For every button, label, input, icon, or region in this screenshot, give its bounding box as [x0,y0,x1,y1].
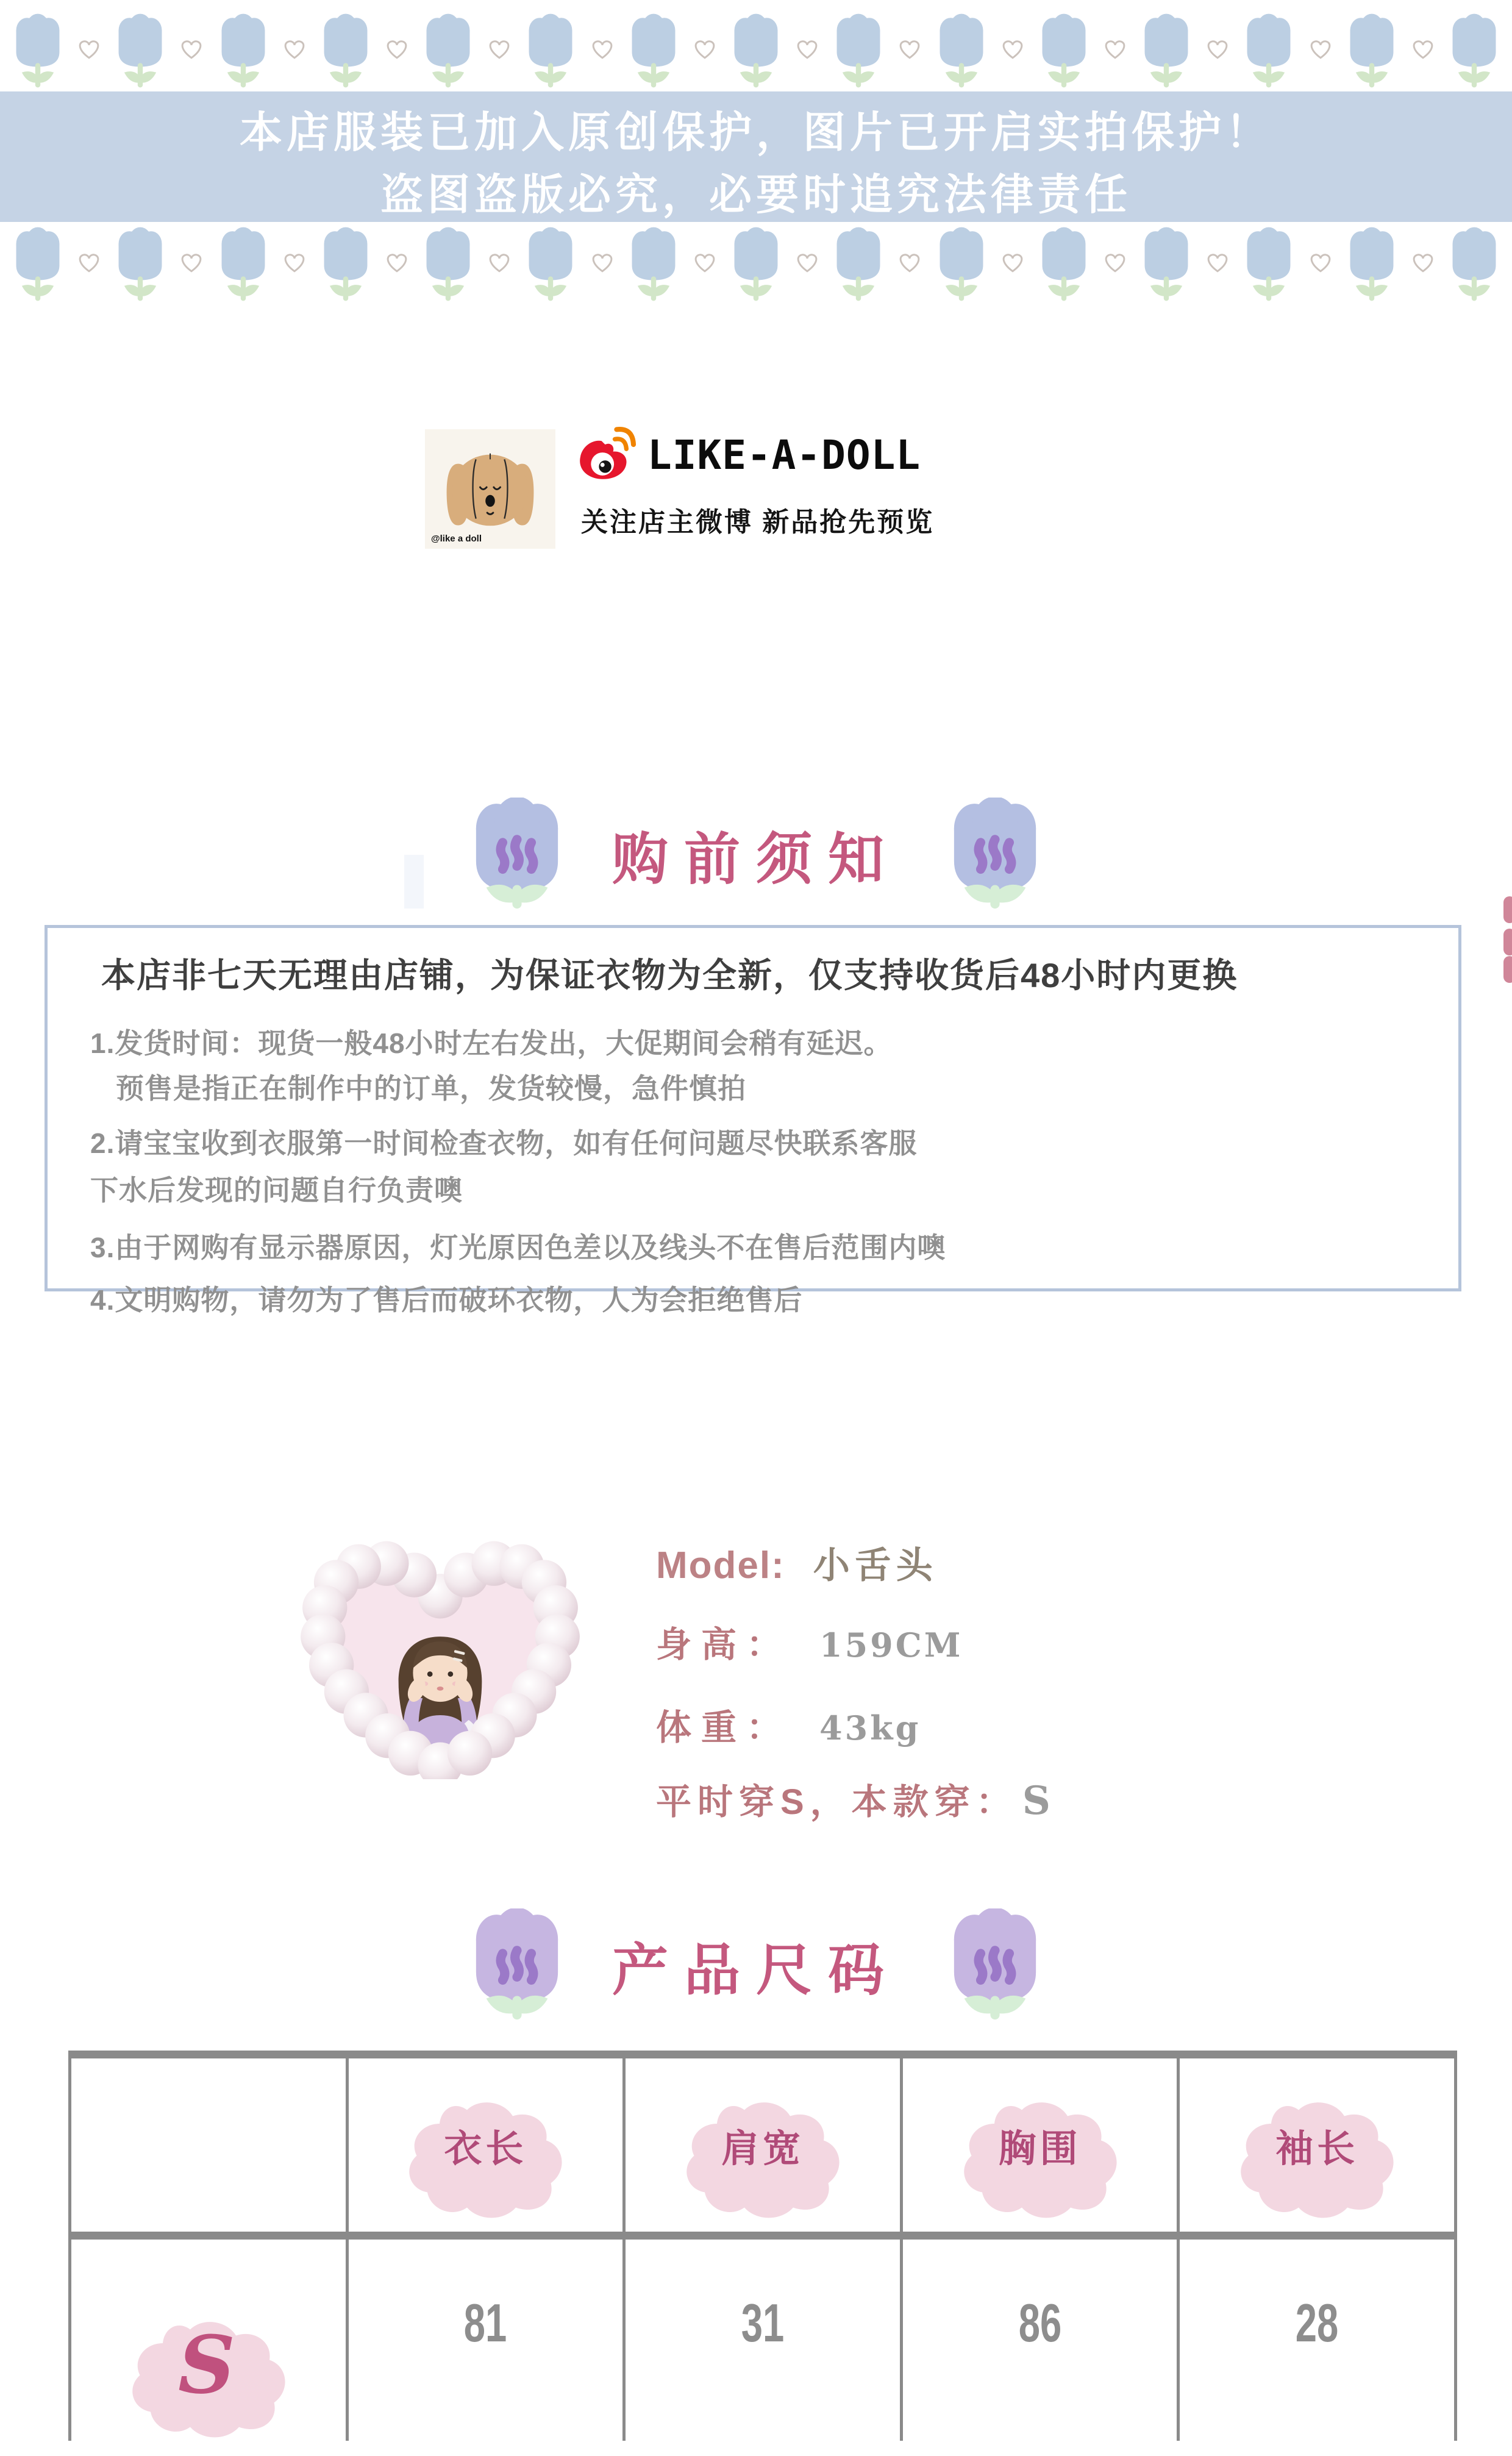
tulip-icon [419,11,477,96]
edge-decoration [1503,956,1512,983]
tulip-icon [316,224,375,310]
value-cell [903,2240,1180,2441]
value-cell [1180,2240,1454,2441]
heart-icon [383,250,411,276]
tulip-icon [624,224,683,310]
brand-name: LIKE-A-DOLL [647,432,921,479]
header-cell [1180,2058,1454,2232]
value-cell [349,2240,626,2441]
model-height-line [656,1616,1388,1667]
edge-decoration [1503,929,1512,955]
model-size-line [656,1773,1388,1824]
table-header-row [68,2058,1457,2232]
value: 86 [1018,2293,1061,2353]
tulip-icon [727,11,785,96]
tulip-icon [1137,11,1196,96]
heart-icon [1307,37,1335,62]
column-label: 肩宽 [721,2127,804,2170]
tulip-icon [316,11,375,96]
tulip-heart-border-top [0,11,1512,102]
tulip-icon [932,224,991,310]
tulip-icon [727,224,785,310]
tulip-icon [419,224,477,310]
dog-logo [425,429,555,549]
purchase-notice-box [45,925,1461,1316]
tulip-icon [1239,224,1298,310]
tulip-icon [944,1908,1046,2023]
tulip-icon [214,224,273,310]
notice-section-header [0,798,1512,912]
heart-icon [280,250,308,276]
column-label: 衣长 [444,2127,527,2170]
tulip-icon [1343,224,1401,310]
heart-icon [999,37,1027,62]
heart-icon [588,250,616,276]
model-label: Model: [656,1544,785,1587]
heart-icon [280,37,308,62]
heart-icon [793,250,821,276]
tulip-heart-border-bottom [0,224,1512,316]
heart-icon [999,250,1027,276]
notice-item: 3.由于网购有显示器原因，灯光原因色差以及线头不在售后范围内噢 [90,1232,946,1263]
header-cell [903,2058,1180,2232]
heart-icon [1204,37,1232,62]
value: 28 [1295,2293,1339,2353]
model-weight-line [656,1699,1388,1750]
size-note-value: S [1022,1778,1050,1824]
heart-icon [485,37,513,62]
tulip-icon [466,798,568,912]
table-data-row [68,2240,1457,2441]
header-cell [626,2058,903,2232]
tulip-icon [944,798,1046,912]
weight-label: 体重： [656,1708,792,1747]
heart-icon [691,37,719,62]
table-top-border [68,2051,1457,2058]
size-section-header [0,1908,1512,2023]
tulip-icon [1035,11,1093,96]
heart-icon [1409,37,1437,62]
dog-logo-caption: @like a doll [431,534,482,544]
heart-icon [75,37,103,62]
model-name-line [656,1537,1388,1589]
heart-icon [177,250,205,276]
tulip-icon [9,11,67,96]
notice-item: 2.请宝宝收到衣服第一时间检查衣物，如有任何问题尽快联系客服 [90,1127,918,1159]
weight-value: 43kg [819,1708,921,1747]
tulip-icon [932,11,991,96]
size-note-label: 平时穿S，本款穿： [656,1782,1018,1822]
heart-icon [691,250,719,276]
heart-icon [1307,250,1335,276]
dog-illustration-icon [425,429,555,549]
value: 31 [741,2293,785,2353]
notice-item: 下水后发现的问题自行负责噢 [90,1174,463,1206]
value: 81 [464,2293,507,2353]
heart-icon [75,250,103,276]
column-label: 胸围 [998,2127,1082,2170]
heart-icon [1204,250,1232,276]
table-row-separator [68,2232,1457,2240]
notice-heading: 本店非七天无理由店铺，为保证衣物为全新，仅支持收货后48小时内更换 [101,956,1238,994]
tulip-icon [521,11,580,96]
notice-item: 1.发货时间：现货一般48小时左右发出，大促期间会稍有延迟。 [90,1027,893,1059]
tulip-icon [829,224,888,310]
tulip-icon [1239,11,1298,96]
notice-item: 4.文明购物，请勿为了售后而破环衣物，人为会拒绝售后 [90,1284,803,1316]
tulip-icon [1445,11,1503,96]
heart-icon [793,37,821,62]
weibo-icon [575,427,637,482]
heart-icon [896,37,924,62]
banner-line-2: 盗图盗版必究，必要时追究法律责任 [380,171,1132,218]
heart-icon [1101,37,1129,62]
header-cell [349,2058,626,2232]
header-cell-empty [71,2058,349,2232]
column-label: 袖长 [1275,2127,1359,2170]
faint-decoration [404,855,424,909]
tulip-icon [111,224,169,310]
brand-subtitle: 关注店主微博 新品抢先预览 [581,507,935,537]
tulip-icon [1035,224,1093,310]
notice-section-title: 购前须知 [612,829,900,891]
tulip-icon [1445,224,1503,310]
tulip-icon [624,11,683,96]
tulip-icon [1343,11,1401,96]
heart-icon [896,250,924,276]
heart-icon [588,37,616,62]
tulip-icon [829,11,888,96]
tulip-icon [466,1908,568,2023]
size-cell [71,2240,349,2441]
edge-decoration [1503,896,1512,923]
height-value: 159CM [819,1626,963,1665]
anti-piracy-banner [0,91,1512,222]
model-info [656,1532,1388,1824]
tulip-icon [9,224,67,310]
heart-icon [1101,250,1129,276]
tulip-icon [1137,224,1196,310]
size-label: S [178,2318,239,2411]
size-section-title: 产品尺码 [612,1940,900,2002]
tulip-icon [214,11,273,96]
value-cell [626,2240,903,2441]
heart-icon [485,250,513,276]
model-name: 小舌头 [813,1545,938,1586]
tulip-icon [521,224,580,310]
tulip-icon [111,11,169,96]
notice-item: 预售是指正在制作中的订单，发货较慢，急件慎拍 [116,1073,746,1104]
banner-line-1: 本店服装已加入原创保护，图片已开启实拍保护！ [240,109,1272,156]
heart-icon [177,37,205,62]
heart-icon [383,37,411,62]
height-label: 身高： [656,1625,792,1665]
heart-icon [1409,250,1437,276]
pearl-heart-frame [298,1516,582,1779]
